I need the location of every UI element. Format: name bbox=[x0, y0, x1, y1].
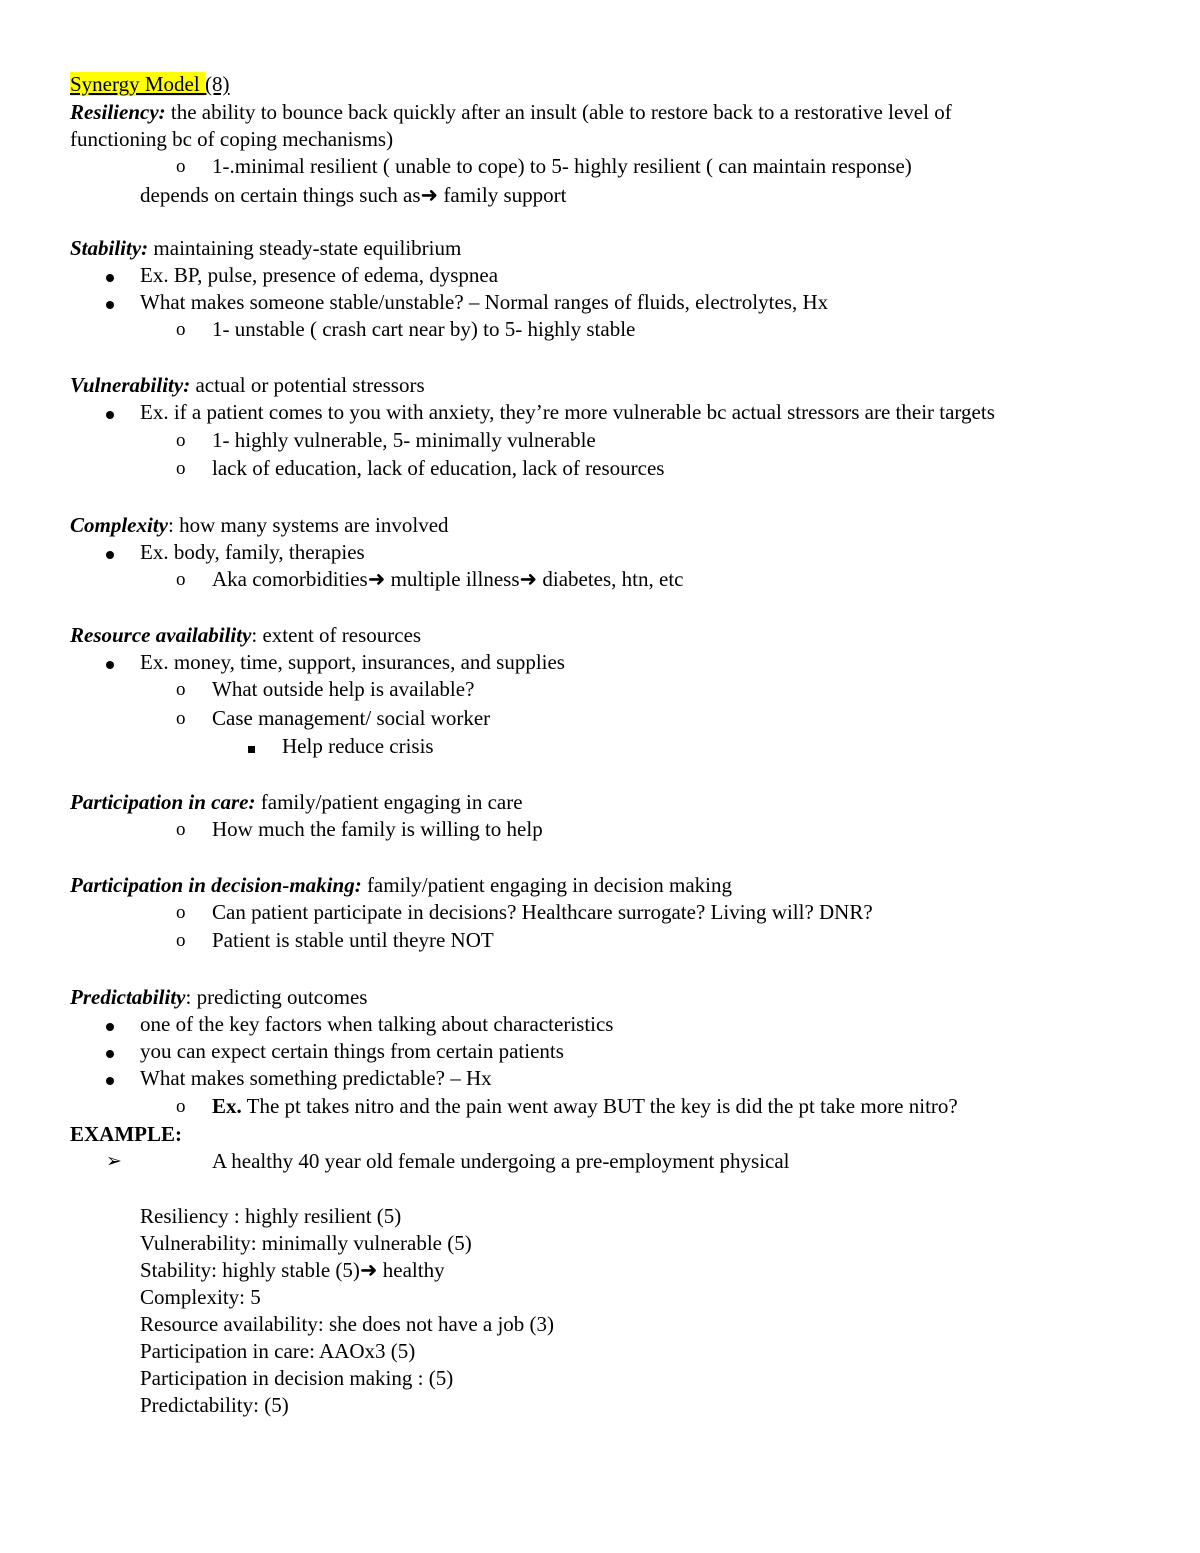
example-line-participation-care: Participation in care: AAOx3 (5) bbox=[140, 1339, 416, 1363]
resource-sub-1: What outside help is available? bbox=[212, 677, 475, 701]
participation-decision-term: Participation in decision-making: bbox=[70, 873, 362, 897]
predictability-def: : predicting outcomes bbox=[185, 985, 368, 1009]
vulnerability-term: Vulnerability: bbox=[70, 373, 191, 397]
stability-def: maintaining steady-state equilibrium bbox=[148, 236, 462, 260]
bullet-dot-icon bbox=[106, 262, 114, 289]
depends-text: depends on certain things such as bbox=[140, 183, 421, 207]
square-bullet-icon bbox=[248, 733, 255, 760]
circle-bullet-icon: o bbox=[176, 902, 186, 923]
comorbidities-text: Aka comorbidities bbox=[212, 567, 368, 591]
resiliency-term: Resiliency: bbox=[70, 100, 166, 124]
example-heading: EXAMPLE: bbox=[70, 1122, 182, 1146]
arrow-right-icon: ➜ bbox=[420, 183, 439, 207]
bullet-dot-icon bbox=[106, 649, 114, 676]
resource-sub-sub-1: Help reduce crisis bbox=[282, 734, 434, 758]
resiliency-def-2: functioning bc of coping mechanisms) bbox=[70, 127, 394, 151]
resource-definition bbox=[70, 622, 421, 649]
predictability-example-text: The pt takes nitro and the pain went away BUT the key is did the pt take more nitro? bbox=[241, 1094, 958, 1118]
page-title bbox=[70, 71, 229, 98]
diabetes-text: diabetes, htn, etc bbox=[537, 567, 684, 591]
stability-bullet-2: What makes someone stable/unstable? – Normal ranges of fluids, electrolytes, Hx bbox=[140, 290, 829, 314]
bullet-dot-icon bbox=[106, 539, 114, 566]
predictability-bullet-1: one of the key factors when talking about characteristics bbox=[140, 1012, 614, 1036]
example-line-complexity: Complexity: 5 bbox=[140, 1285, 261, 1309]
participation-care-sub-1: How much the family is willing to help bbox=[212, 817, 543, 841]
depends-target: family support bbox=[438, 183, 567, 207]
arrowhead-bullet-icon: ➢ bbox=[106, 1151, 122, 1172]
participation-care-term: Participation in care: bbox=[70, 790, 256, 814]
circle-bullet-icon: o bbox=[176, 458, 186, 479]
arrow-right-icon: ➜ bbox=[359, 1258, 378, 1282]
example-line-resiliency: Resiliency : highly resilient (5) bbox=[140, 1204, 402, 1228]
stability-score: Stability: highly stable (5) bbox=[140, 1258, 360, 1282]
predictability-definition bbox=[70, 984, 367, 1011]
example-line-participation-decision: Participation in decision making : (5) bbox=[140, 1366, 454, 1390]
vulnerability-def: actual or potential stressors bbox=[190, 373, 425, 397]
title-count: (8) bbox=[204, 72, 230, 96]
example-case: A healthy 40 year old female undergoing a pre-employment physical bbox=[212, 1149, 790, 1173]
circle-bullet-icon: o bbox=[176, 1096, 186, 1117]
predictability-bullet-3: What makes something predictable? – Hx bbox=[140, 1066, 492, 1090]
circle-bullet-icon: o bbox=[176, 319, 186, 340]
resource-bullet-1: Ex. money, time, support, insurances, and supplies bbox=[140, 650, 565, 674]
participation-decision-sub-1: Can patient participate in decisions? Healthcare surrogate? Living will? DNR? bbox=[212, 900, 873, 924]
example-line-vulnerability: Vulnerability: minimally vulnerable (5) bbox=[140, 1231, 472, 1255]
circle-bullet-icon: o bbox=[176, 819, 186, 840]
resource-def: : extent of resources bbox=[251, 623, 422, 647]
participation-decision-def: family/patient engaging in decision making bbox=[361, 873, 733, 897]
predictability-bullet-2: you can expect certain things from certain patients bbox=[140, 1039, 564, 1063]
complexity-bullet-1: Ex. body, family, therapies bbox=[140, 540, 365, 564]
stability-healthy: healthy bbox=[377, 1258, 445, 1282]
stability-term: Stability: bbox=[70, 236, 149, 260]
circle-bullet-icon: o bbox=[176, 569, 186, 590]
resiliency-depends bbox=[140, 182, 566, 209]
ex-label: Ex. bbox=[212, 1094, 242, 1118]
example-line-resource: Resource availability: she does not have a job (3) bbox=[140, 1312, 555, 1336]
stability-definition bbox=[70, 235, 461, 262]
resiliency-definition bbox=[70, 99, 952, 126]
circle-bullet-icon: o bbox=[176, 156, 186, 177]
circle-bullet-icon: o bbox=[176, 430, 186, 451]
vulnerability-bullet-1: Ex. if a patient comes to you with anxiety, they’re more vulnerable bc actual stressors are their targets bbox=[140, 400, 995, 424]
participation-care-definition bbox=[70, 789, 523, 816]
resiliency-def-1: the ability to bounce back quickly after an insult (able to restore back to a restorative level of bbox=[165, 100, 952, 124]
vulnerability-scale: 1- highly vulnerable, 5- minimally vulnerable bbox=[212, 428, 596, 452]
resiliency-scale: 1-.minimal resilient ( unable to cope) to 5- highly resilient ( can maintain response) bbox=[212, 154, 912, 178]
bullet-dot-icon bbox=[106, 399, 114, 426]
bullet-dot-icon bbox=[106, 1065, 114, 1092]
bullet-dot-icon bbox=[106, 289, 114, 316]
arrow-right-icon: ➜ bbox=[519, 567, 538, 591]
stability-bullet-1: Ex. BP, pulse, presence of edema, dyspnea bbox=[140, 263, 499, 287]
example-line-stability bbox=[140, 1257, 445, 1284]
participation-care-def: family/patient engaging in care bbox=[255, 790, 523, 814]
vulnerability-sub-2: lack of education, lack of education, lack of resources bbox=[212, 456, 665, 480]
complexity-sub-1 bbox=[212, 566, 683, 593]
arrow-right-icon: ➜ bbox=[367, 567, 386, 591]
predictability-sub-1 bbox=[212, 1093, 958, 1120]
participation-decision-sub-2: Patient is stable until theyre NOT bbox=[212, 928, 494, 952]
title-main: Synergy Model bbox=[70, 72, 205, 96]
complexity-definition bbox=[70, 512, 449, 539]
complexity-def: : how many systems are involved bbox=[168, 513, 449, 537]
complexity-term: Complexity bbox=[70, 513, 168, 537]
multiple-illness-text: multiple illness bbox=[385, 567, 520, 591]
circle-bullet-icon: o bbox=[176, 679, 186, 700]
stability-scale: 1- unstable ( crash cart near by) to 5- highly stable bbox=[212, 317, 636, 341]
resource-term: Resource availability bbox=[70, 623, 252, 647]
circle-bullet-icon: o bbox=[176, 708, 186, 729]
bullet-dot-icon bbox=[106, 1038, 114, 1065]
predictability-term: Predictability bbox=[70, 985, 186, 1009]
circle-bullet-icon: o bbox=[176, 930, 186, 951]
vulnerability-definition bbox=[70, 372, 425, 399]
bullet-dot-icon bbox=[106, 1011, 114, 1038]
participation-decision-definition bbox=[70, 872, 732, 899]
resource-sub-2: Case management/ social worker bbox=[212, 706, 491, 730]
example-line-predictability: Predictability: (5) bbox=[140, 1393, 289, 1417]
